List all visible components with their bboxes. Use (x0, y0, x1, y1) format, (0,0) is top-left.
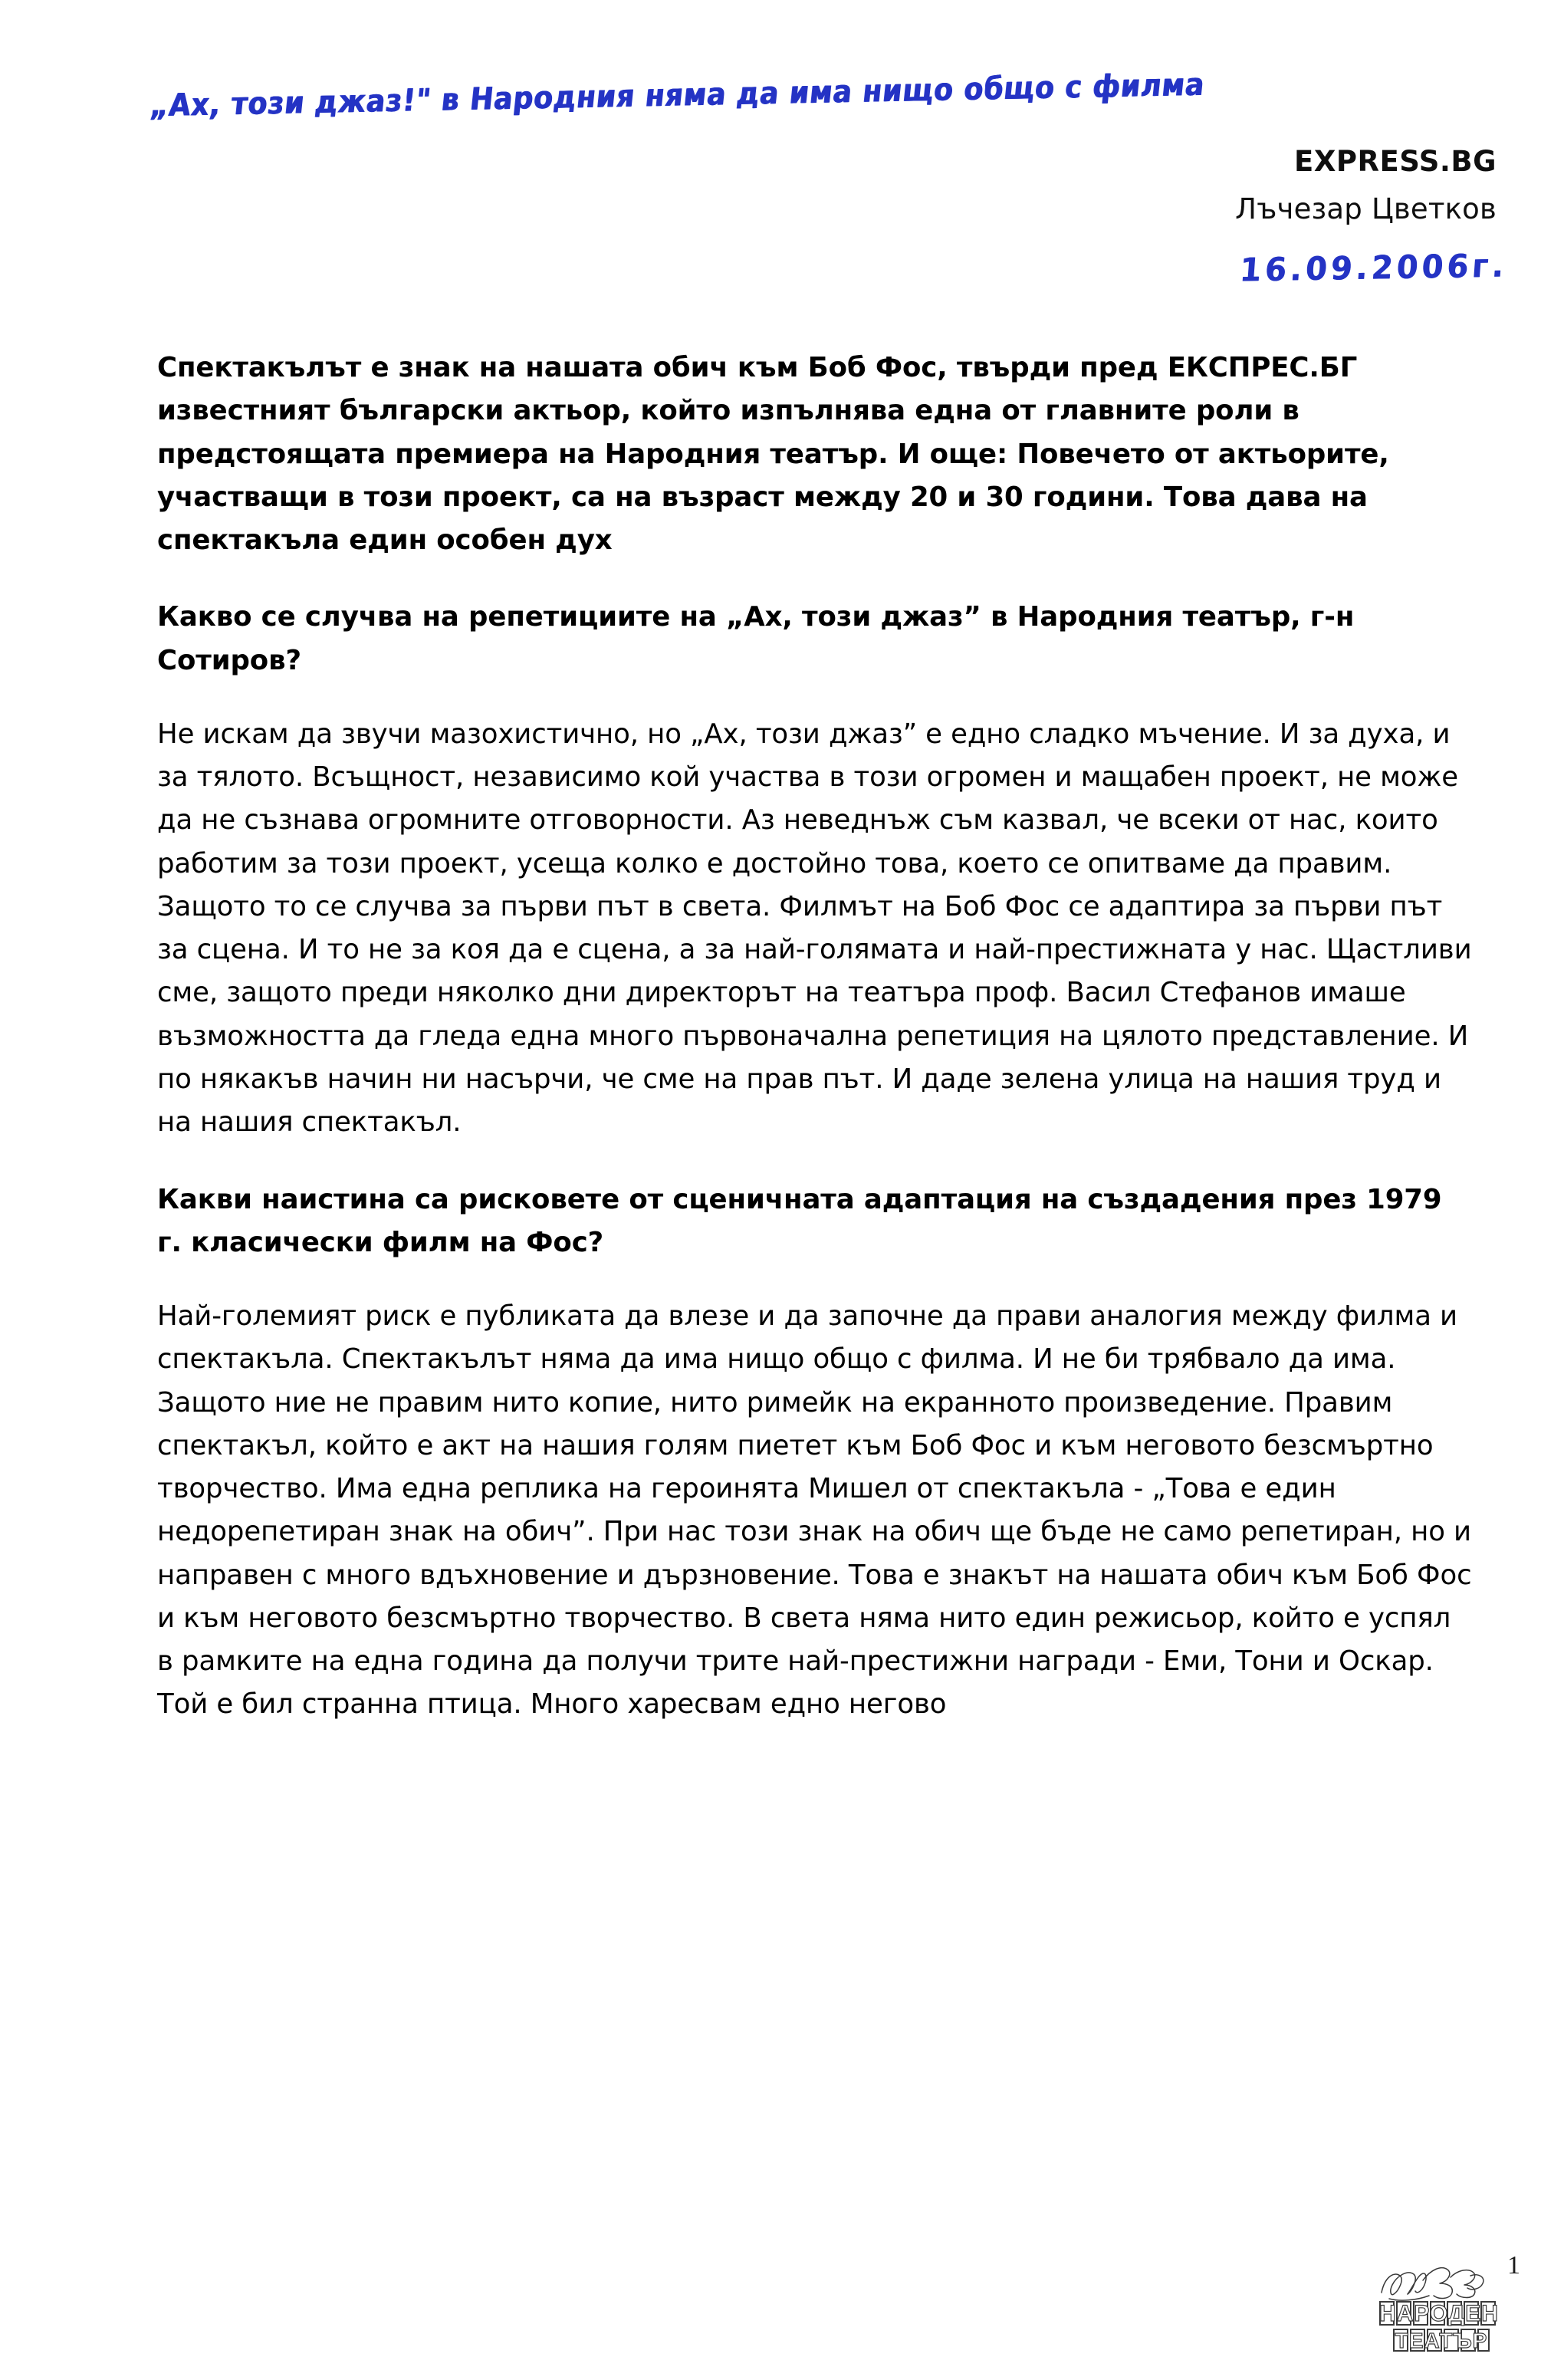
interview-question-1: Какво се случва на репетициите на „Ах, този джаз” в Народния театър, г-н Сотиров? (157, 601, 1355, 676)
masthead (1235, 144, 1497, 228)
national-theatre-logo (1374, 2257, 1504, 2357)
handwritten-headline: „Ах, този джаз!" в Народния няма да има нищо общо с филма (148, 67, 1207, 124)
interview-answer-2: Най-големият риск е публиката да влезе и да започне да прави аналогия между филма и спектакъла. Спектакълът няма да има нищо общо с филма. И не би трябвало да има. Защото ние не правим нито копие, нито римейк на екранното произведение. Правим спектакъл, който е акт на нашия голям пиетет към Боб Фос и към неговото безсмъртно творчество. Има една реплика на героинята Мишел от спектакъла - „Това е един недорепетиран знак на обич”. При нас този знак на обич ще бъде не само репетиран, но и направен с много вдъхновение и дързновение. Това е знакът на нашата обич към Боб Фос и към неговото безсмъртно творчество. В света няма нито един режисьор, който е успял в рамките на една година да получи трите най-престижни награди - Еми, Тони и Оскар. Той е бил странна птица. Много харесвам едно негово (157, 1300, 1472, 1721)
interview-question-2: Какви наистина са рисковете от сценичната адаптация на създадения през 1979 г. класически филм на Фос? (157, 1183, 1442, 1258)
masthead-source: EXPRESS.BG (1294, 145, 1497, 178)
handwritten-date: 16.09.2006г. (1238, 247, 1509, 290)
article-lead-paragraph: Спектакълът е знак на нашата обич към Боб Фос, твърди пред ЕКСПРЕС.БГ известният български актьор, който изпълнява една от главните роли в предстоящата премиера на Народния театър. И още: Повечето от актьорите, участващи в този проект, са на възраст между 20 и 30 години. Това дава на спектакъла един особен дух (157, 352, 1389, 557)
page-number: 1 (1507, 2251, 1520, 2280)
svg-text:НАРОДЕН: НАРОДЕН (1379, 2301, 1499, 2326)
svg-text:ТЕАТЪР: ТЕАТЪР (1395, 2329, 1488, 2352)
article-body (157, 347, 1474, 1760)
masthead-author: Лъчезар Цветков (1235, 192, 1497, 226)
interview-answer-1: Не искам да звучи мазохистично, но „Ах, този джаз” е едно сладко мъчение. И за духа, и за тялото. Всъщност, независимо кой участва в този огромен и мащабен проект, не може да не съзнава огромните отговорности. Аз неведнъж съм казвал, че всеки от нас, които работим за този проект, усеща колко е достойно това, което се опитваме да правим. Защото то се случва за първи път в света. Филмът на Боб Фос се адаптира за първи път за сцена. И то не за коя да е сцена, а за най-голямата и най-престижната у нас. Щастливи сме, защото преди няколко дни директорът на театъра проф. Васил Стефанов имаше възможността да гледа една много първоначална репетиция на цялото представление. И по някакъв начин ни насърчи, че сме на прав път. И даде зелена улица на нашия труд и на нашия спектакъл. (157, 718, 1472, 1139)
